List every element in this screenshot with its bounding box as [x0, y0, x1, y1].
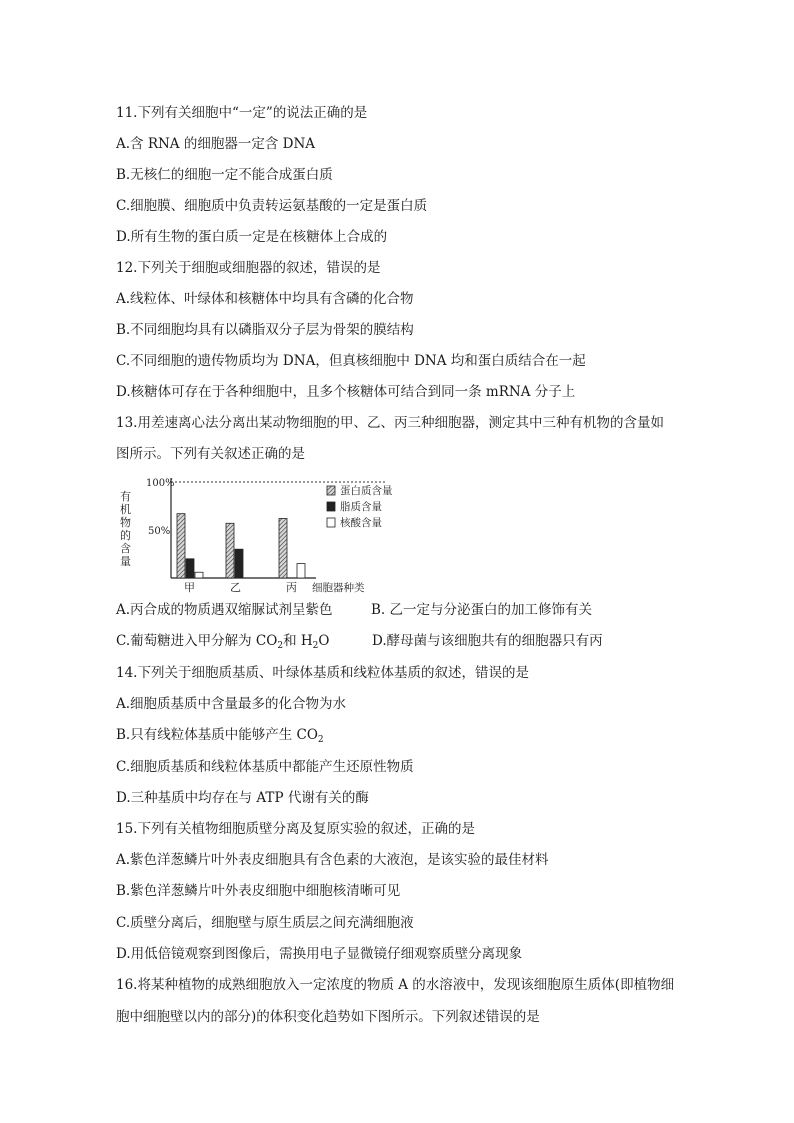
- bar-nucleic-acid-1: [195, 572, 203, 578]
- q14-stem: 14.下列关于细胞质基质、叶绿体基质和线粒体基质的叙述，错误的是: [116, 665, 529, 681]
- q12-option-a: A.线粒体、叶绿体和核糖体中均具有含磷的化合物: [116, 291, 414, 307]
- x-category-label: 甲: [184, 581, 195, 594]
- q16-stem-line1: 16.将某种植物的成熟细胞放入一定浓度的物质 A 的水溶液中，发现该细胞原生质体(即植物细: [116, 977, 675, 993]
- q16-stem-line2: 胞中细胞壁以内的部分)的体积变化趋势如下图所示。下列叙述错误的是: [116, 1009, 540, 1025]
- x-category-label: 乙: [230, 581, 241, 594]
- y-label-char: 机: [120, 503, 131, 516]
- q13-option-a: A.丙合成的物质遇双缩脲试剂呈紫色: [116, 602, 333, 618]
- y-tick-100: 100%: [146, 478, 175, 489]
- q13-option-b: B. 乙一定与分泌蛋白的加工修饰有关: [371, 602, 593, 618]
- y-label-char: 量: [120, 555, 131, 568]
- organelle-content-chart: [116, 472, 406, 594]
- q14-option-a: A.细胞质基质中含量最多的化合物为水: [116, 696, 347, 712]
- legend-swatch-nucleic-acid: [327, 518, 335, 527]
- bar-protein-1: [177, 514, 185, 578]
- bar-protein-2: [226, 523, 234, 578]
- q11-stem: 11.下列有关细胞中“一定”的说法正确的是: [116, 105, 368, 121]
- legend-swatch-protein: [327, 486, 335, 495]
- y-label-char: 物: [120, 516, 131, 529]
- q15-option-a: A.紫色洋葱鳞片叶外表皮细胞具有含色素的大液泡，是该实验的最佳材料: [116, 852, 549, 868]
- bar-nucleic-acid-3: [297, 564, 305, 578]
- q14-option-d: D.三种基质中均存在与 ATP 代谢有关的酶: [116, 790, 369, 806]
- x-axis-label: 细胞器种类: [312, 582, 365, 594]
- y-label-char: 含: [120, 542, 131, 555]
- legend-label-protein: 蛋白质含量: [340, 485, 393, 497]
- y-label-char: 的: [120, 529, 131, 542]
- x-category-label: 丙: [286, 581, 297, 594]
- q14-option-b: B.只有线粒体基质中能够产生 $CO_2$: [116, 727, 324, 745]
- legend-label-nucleic-acid: 核酸含量: [340, 517, 382, 529]
- q11-option-d: D.所有生物的蛋白质一定是在核糖体上合成的: [116, 229, 388, 245]
- bar-protein-3: [279, 518, 287, 578]
- q13-stem-line2: 图所示。下列有关叙述正确的是: [116, 446, 305, 462]
- q11-option-b: B.无核仁的细胞一定不能合成蛋白质: [116, 167, 333, 183]
- q15-option-c: C.质壁分离后，细胞壁与原生质层之间充满细胞液: [116, 915, 414, 931]
- legend-label-lipid: 脂质含量: [340, 501, 382, 513]
- bar-lipid-1: [186, 559, 194, 578]
- y-label-char: 有: [120, 490, 131, 503]
- bar-lipid-2: [235, 549, 243, 578]
- y-axis-label: [120, 490, 131, 568]
- q14-option-c: C.细胞质基质和线粒体基质中都能产生还原性物质: [116, 759, 414, 775]
- q13-option-c: C.葡萄糖进入甲分解为 $CO_2$和 $H_2O$: [116, 633, 330, 651]
- q15-option-b: B.紫色洋葱鳞片叶外表皮细胞中细胞核清晰可见: [116, 883, 401, 899]
- q12-option-b: B.不同细胞均具有以磷脂双分子层为骨架的膜结构: [116, 322, 414, 338]
- q13-option-d: D.酵母菌与该细胞共有的细胞器只有丙: [372, 633, 603, 649]
- q15-option-d: D.用低倍镜观察到图像后，需换用电子显微镜仔细观察质壁分离现象: [116, 946, 523, 962]
- q13-stem-line1: 13.用差速离心法分离出某动物细胞的甲、乙、丙三种细胞器，测定其中三种有机物的含量如: [116, 415, 664, 431]
- q15-stem: 15.下列有关植物细胞质壁分离及复原实验的叙述，正确的是: [116, 821, 475, 837]
- legend-swatch-lipid: [327, 502, 335, 511]
- q12-option-d: D.核糖体可存在于各种细胞中，且多个核糖体可结合到同一条 mRNA 分子上: [116, 384, 576, 400]
- q11-option-a: A.含 RNA 的细胞器一定含 DNA: [116, 136, 316, 152]
- q12-option-c: C.不同细胞的遗传物质均为 DNA，但真核细胞中 DNA 均和蛋白质结合在一起: [116, 353, 586, 369]
- q12-stem: 12.下列关于细胞或细胞器的叙述，错误的是: [116, 260, 381, 276]
- y-tick-50: 50%: [148, 526, 171, 537]
- q11-option-c: C.细胞膜、细胞质中负责转运氨基酸的一定是蛋白质: [116, 198, 428, 214]
